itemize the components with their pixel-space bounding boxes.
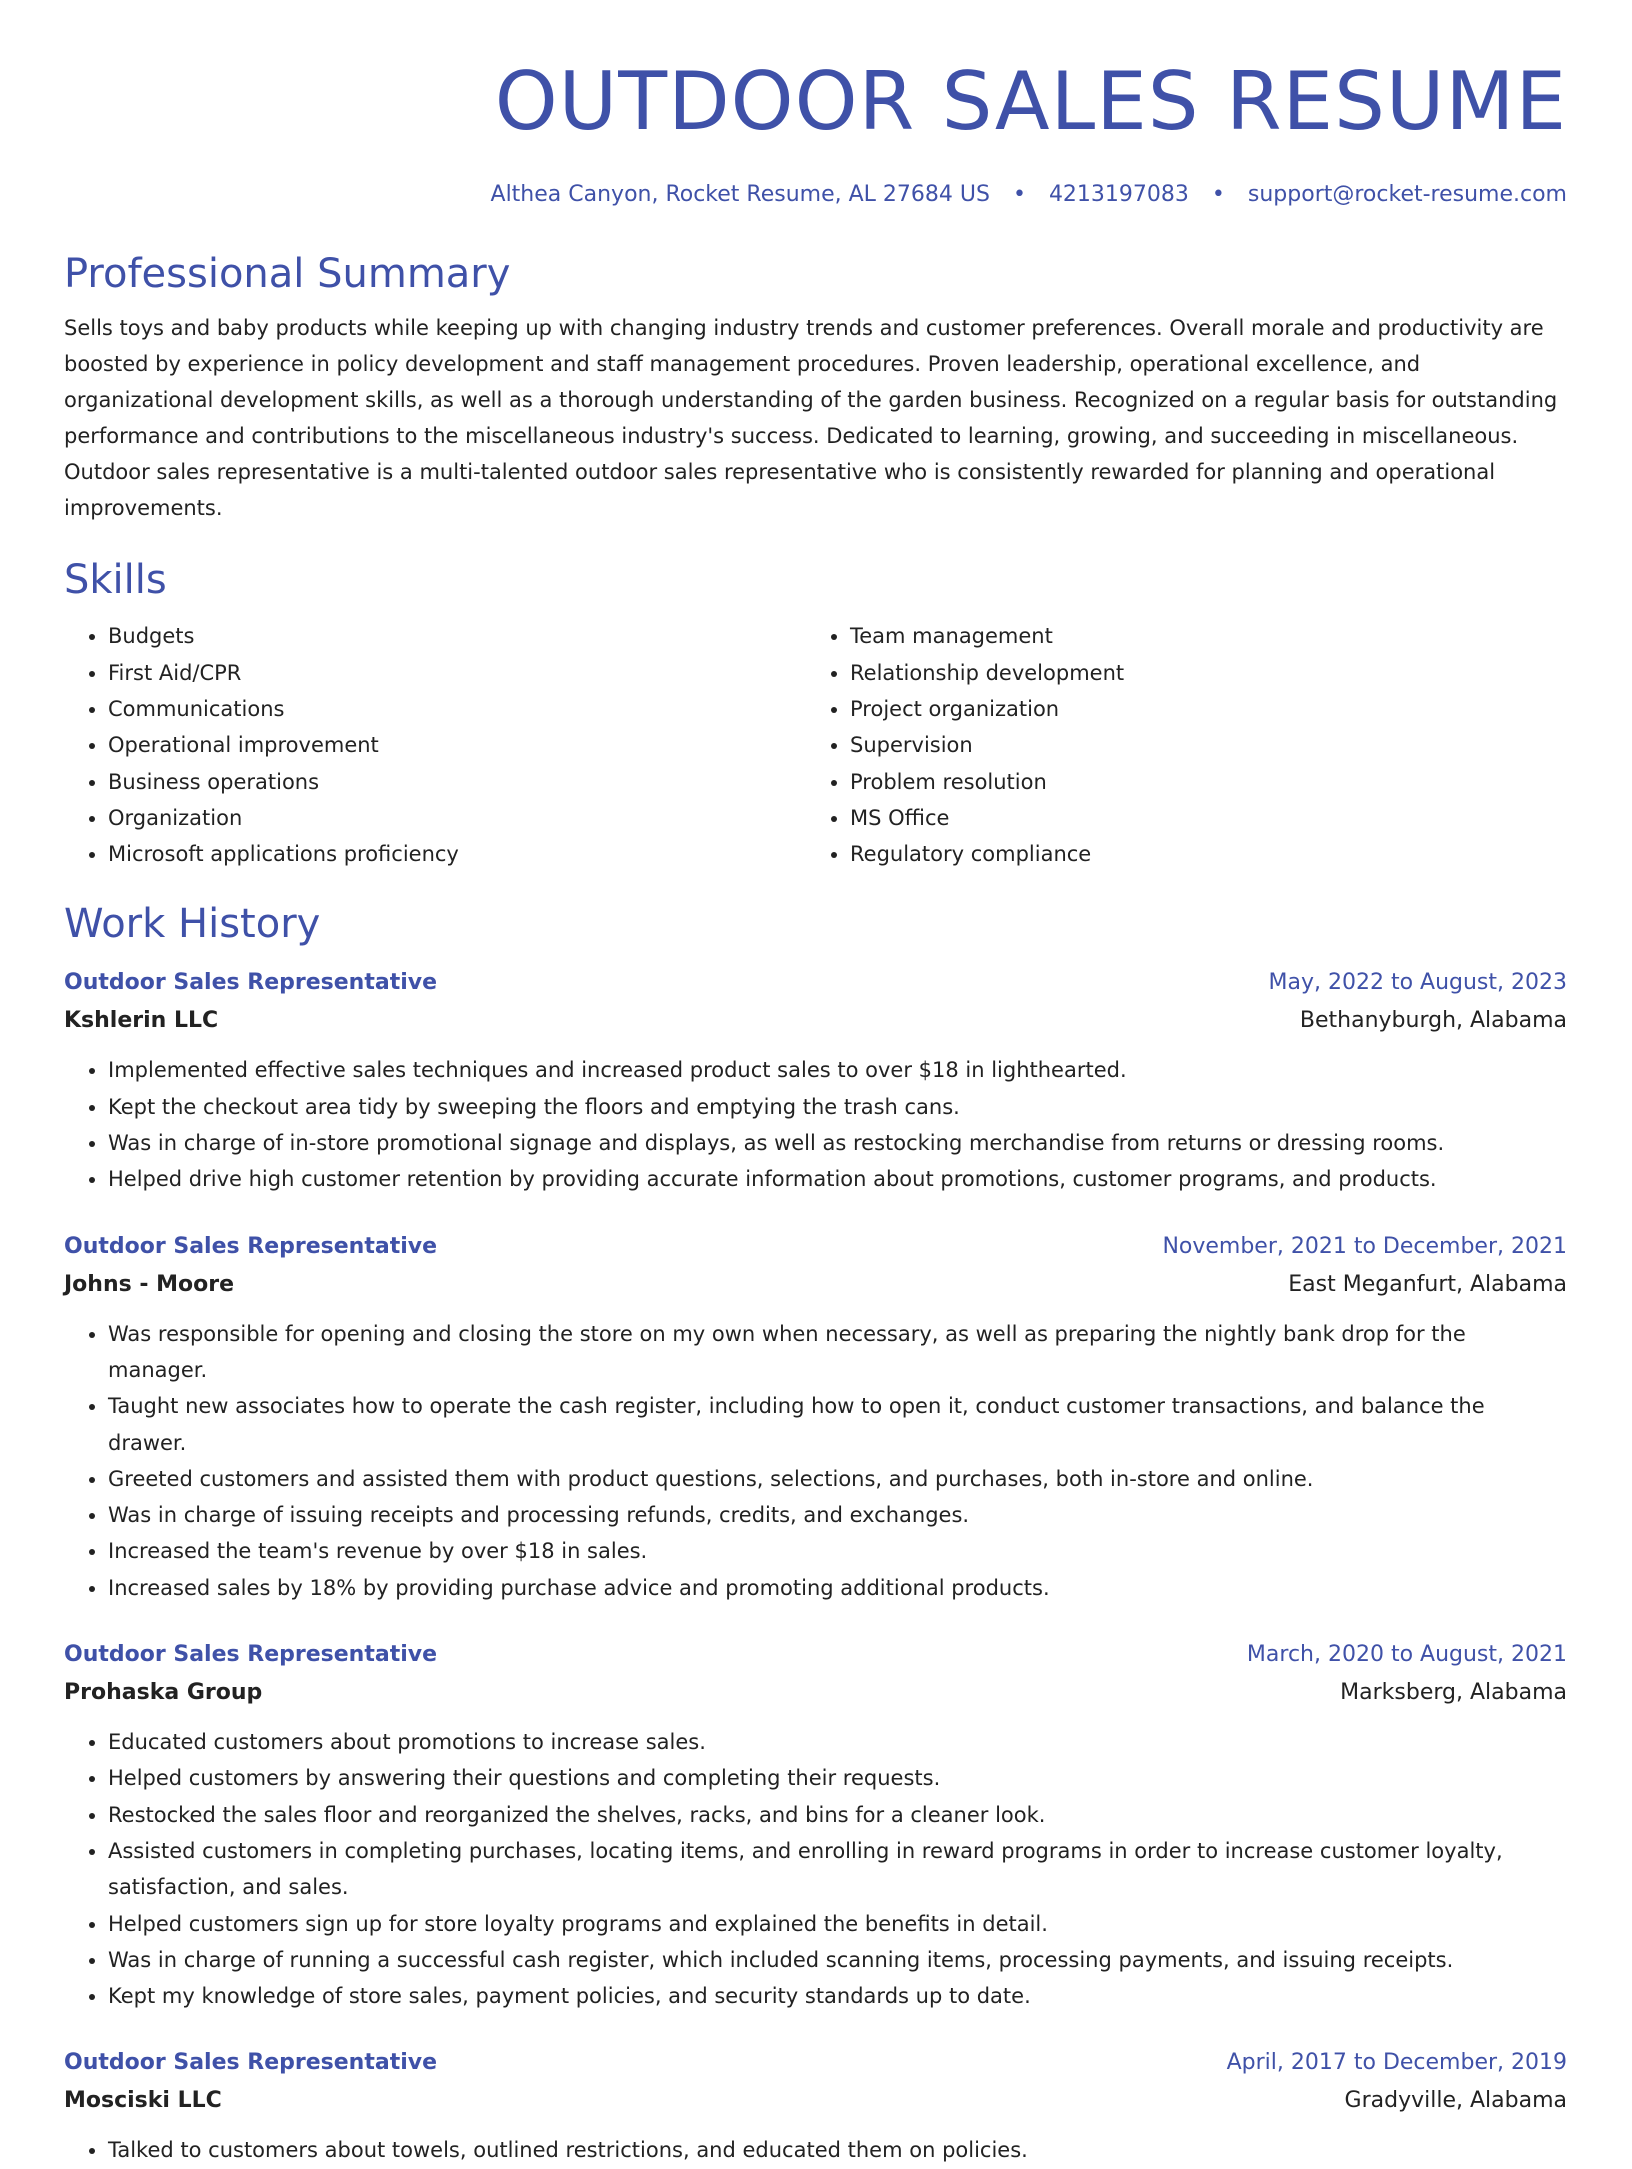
job-bullet: • Kept my knowledge of store sales, payment policies, and security standards up to date.	[108, 1978, 1567, 2014]
skill-item: • Supervision	[850, 727, 1548, 763]
skill-item: • Budgets	[108, 618, 806, 654]
job-dates: November, 2021 to December, 2021	[1162, 1233, 1567, 1259]
job-header	[64, 964, 1567, 1002]
job-title: Outdoor Sales Representative	[64, 2050, 438, 2076]
job-bullet: • Greeted customers and assisted them with product questions, selections, and purchases, both in-store and online.	[108, 1461, 1567, 1497]
contact-line	[64, 182, 1567, 208]
work-history-heading: Work History	[64, 901, 321, 948]
job-bullet: • Assisted customers in completing purchases, locating items, and enrolling in reward programs in order to increase customer loyalty, satisfaction, and sales.	[108, 1833, 1567, 1906]
job-header	[64, 1228, 1567, 1266]
skill-item: • Operational improvement	[108, 727, 806, 763]
skills-list-left	[64, 618, 806, 872]
contact-email: support@rocket-resume.com	[1247, 182, 1567, 207]
summary-text: Sells toys and baby products while keeping up with changing industry trends and customer preferences. Overall morale and productivity are boosted by experience in policy development and staff management procedures. Proven leadership, operational excellence, and organizational development skills, as well as a thorough understanding of the garden business. Recognized on a regular basis for outstanding performance and contributions to the miscellaneous industry's success. Dedicated to learning, growing, and succeeding in miscellaneous. Outdoor sales representative is a multi-talented outdoor sales representative who is consistently rewarded for planning and operational improvements.	[64, 316, 1558, 521]
job-bullets	[64, 1316, 1567, 1606]
job-entry	[64, 1228, 1567, 1606]
job-subheader	[64, 1266, 1567, 1304]
skill-item: • Relationship development	[850, 655, 1548, 691]
job-bullet: • Was in charge of in-store promotional signage and displays, as well as restocking merchandise from returns or dressing rooms.	[108, 1125, 1567, 1161]
summary-heading: Professional Summary	[64, 251, 511, 298]
skill-item: • MS Office	[850, 800, 1548, 836]
job-location: Gradyville, Alabama	[1344, 2088, 1567, 2114]
skill-item: • Communications	[108, 691, 806, 727]
job-subheader	[64, 1674, 1567, 1712]
job-header	[64, 2044, 1567, 2082]
skills-heading: Skills	[64, 557, 167, 604]
contact-address: Althea Canyon, Rocket Resume, AL 27684 US	[490, 182, 990, 207]
skill-item: • Team management	[850, 618, 1548, 654]
job-bullets	[64, 2132, 1567, 2168]
skill-item: • Regulatory compliance	[850, 836, 1548, 872]
skill-item: • Microsoft applications proficiency	[108, 836, 806, 872]
job-location: East Meganfurt, Alabama	[1288, 1271, 1567, 1297]
job-entry	[64, 964, 1567, 1197]
contact-separator: •	[1012, 182, 1026, 207]
job-bullets	[64, 1724, 1567, 2014]
job-company: Johns - Moore	[64, 1271, 235, 1297]
skill-item: • Business operations	[108, 764, 806, 800]
job-location: Bethanyburgh, Alabama	[1299, 1008, 1567, 1034]
job-title: Outdoor Sales Representative	[64, 1642, 438, 1668]
contact-phone: 4213197083	[1048, 182, 1189, 207]
job-bullets	[64, 1052, 1567, 1197]
job-bullet: • Helped customers sign up for store loyalty programs and explained the benefits in detail.	[108, 1906, 1567, 1942]
job-title: Outdoor Sales Representative	[64, 1233, 438, 1259]
job-dates: March, 2020 to August, 2021	[1246, 1642, 1567, 1668]
job-company: Kshlerin LLC	[64, 1008, 219, 1034]
job-bullet: • Helped customers by answering their questions and completing their requests.	[108, 1760, 1567, 1796]
skill-item: • First Aid/CPR	[108, 655, 806, 691]
job-bullet: • Kept the checkout area tidy by sweeping the floors and emptying the trash cans.	[108, 1089, 1567, 1125]
job-bullet: • Helped drive high customer retention by providing accurate information about promotions, customer programs, and products.	[108, 1161, 1567, 1197]
job-bullet: • Implemented effective sales techniques and increased product sales to over $18 in lighthearted.	[108, 1052, 1567, 1088]
job-dates: May, 2022 to August, 2023	[1268, 970, 1567, 996]
job-company: Prohaska Group	[64, 1680, 263, 1706]
job-bullet: • Restocked the sales floor and reorganized the shelves, racks, and bins for a cleaner look.	[108, 1797, 1567, 1833]
skills-grid	[64, 618, 1567, 872]
job-subheader	[64, 2082, 1567, 2120]
job-company: Mosciski LLC	[64, 2088, 222, 2114]
skill-item: • Organization	[108, 800, 806, 836]
job-entry	[64, 2044, 1567, 2168]
skills-list-right	[806, 618, 1548, 872]
job-bullet: • Was in charge of issuing receipts and processing refunds, credits, and exchanges.	[108, 1497, 1567, 1533]
job-bullet: • Talked to customers about towels, outlined restrictions, and educated them on policies.	[108, 2132, 1567, 2168]
job-subheader	[64, 1002, 1567, 1040]
job-bullet: • Educated customers about promotions to increase sales.	[108, 1724, 1567, 1760]
job-bullet: • Taught new associates how to operate the cash register, including how to open it, conduct customer transactions, and balance the drawer.	[108, 1388, 1567, 1461]
skill-item: • Project organization	[850, 691, 1548, 727]
job-bullet: • Was in charge of running a successful cash register, which included scanning items, processing payments, and issuing receipts.	[108, 1942, 1567, 1978]
job-entry	[64, 1636, 1567, 2014]
job-header	[64, 1636, 1567, 1674]
job-location: Marksberg, Alabama	[1340, 1680, 1567, 1706]
skill-item: • Problem resolution	[850, 764, 1548, 800]
job-bullet: • Was responsible for opening and closing the store on my own when necessary, as well as preparing the nightly bank drop for the manager.	[108, 1316, 1567, 1389]
resume-title: OUTDOOR SALES RESUME	[494, 55, 1567, 148]
job-bullet: • Increased sales by 18% by providing purchase advice and promoting additional products.	[108, 1570, 1567, 1606]
job-title: Outdoor Sales Representative	[64, 970, 438, 996]
contact-separator: •	[1211, 182, 1225, 207]
job-dates: April, 2017 to December, 2019	[1226, 2050, 1567, 2076]
resume-page	[64, 0, 1567, 2169]
job-bullet: • Increased the team's revenue by over $18 in sales.	[108, 1533, 1567, 1569]
